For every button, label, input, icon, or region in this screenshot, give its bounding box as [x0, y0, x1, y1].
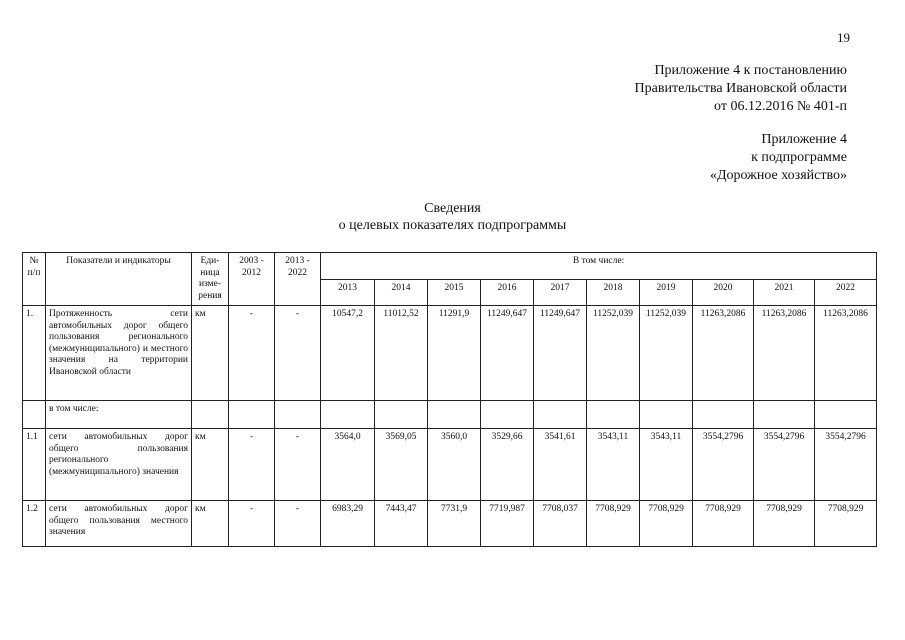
row-period-1: - [229, 501, 275, 547]
row-value: 11252,039 [640, 306, 693, 401]
row-value: 11263,2086 [693, 306, 754, 401]
row-value: 11252,039 [587, 306, 640, 401]
table-row [23, 501, 877, 547]
title-line-2: о целевых показателях подпрограммы [338, 218, 567, 233]
row-value: 3554,2796 [815, 429, 877, 501]
row-num: 1.2 [23, 501, 46, 547]
row-value [481, 401, 534, 429]
table-row [23, 401, 877, 429]
row-value: 7708,929 [587, 501, 640, 547]
header-year: 2013 [321, 279, 375, 306]
header-period-2003-2012: 2003 - 2012 [229, 253, 275, 306]
row-value [428, 401, 481, 429]
row-value: 11291,9 [428, 306, 481, 401]
appendix-subprogram-block [710, 131, 847, 185]
row-period-2: - [275, 429, 321, 501]
header-year: 2020 [693, 279, 754, 306]
row-num: 1. [23, 306, 46, 401]
header-including: В том числе: [321, 253, 877, 280]
row-value: 7719,987 [481, 501, 534, 547]
row-indicator: сети автомобильных дорог общего пользования местного значения [46, 501, 192, 547]
page-number: 19 [837, 30, 850, 45]
row-value: 3529,66 [481, 429, 534, 501]
row-period-1 [229, 401, 275, 429]
row-value: 7708,929 [815, 501, 877, 547]
row-value: 3543,11 [587, 429, 640, 501]
row-unit [192, 401, 229, 429]
row-value: 7708,929 [754, 501, 815, 547]
header-indicator: Показатели и индикаторы [46, 253, 192, 306]
row-value: 3543,11 [640, 429, 693, 501]
row-value: 3554,2796 [754, 429, 815, 501]
row-value [534, 401, 587, 429]
row-indicator: Протяженность сети автомобильных дорог общего пользования регионального (межмуниципального) и местного значения на территории Ивановской области [46, 306, 192, 401]
row-unit: км [192, 429, 229, 501]
row-value [375, 401, 428, 429]
row-period-1: - [229, 306, 275, 401]
header-year: 2021 [754, 279, 815, 306]
header-year: 2017 [534, 279, 587, 306]
header-year: 2015 [428, 279, 481, 306]
row-period-2: - [275, 501, 321, 547]
header-year: 2022 [815, 279, 877, 306]
row-unit: км [192, 501, 229, 547]
row-indicator: сети автомобильных дорог общего пользования регионального (межмуниципального) значения [46, 429, 192, 501]
table-row [23, 306, 877, 401]
row-value [754, 401, 815, 429]
row-value [640, 401, 693, 429]
row-period-1: - [229, 429, 275, 501]
appendix-resolution-line-1: Приложение 4 к постановлению [654, 63, 847, 78]
appendix-resolution-block [635, 62, 847, 116]
row-value: 6983,29 [321, 501, 375, 547]
appendix-resolution-line-2: Правительства Ивановской области [634, 81, 847, 96]
appendix-resolution-line-3: от 06.12.2016 № 401-п [714, 99, 847, 114]
title-line-1: Сведения [424, 201, 481, 216]
header-unit: Еди-ница изме-рения [192, 253, 229, 306]
row-value: 11249,647 [534, 306, 587, 401]
row-value: 3560,0 [428, 429, 481, 501]
row-value: 11263,2086 [754, 306, 815, 401]
row-period-2 [275, 401, 321, 429]
row-num: 1.1 [23, 429, 46, 501]
header-year: 2019 [640, 279, 693, 306]
row-value: 10547,2 [321, 306, 375, 401]
row-value: 3569,05 [375, 429, 428, 501]
row-value: 11249,647 [481, 306, 534, 401]
row-value: 7443,47 [375, 501, 428, 547]
row-value: 7708,929 [693, 501, 754, 547]
row-unit: км [192, 306, 229, 401]
row-value: 7708,929 [640, 501, 693, 547]
document-title [0, 200, 905, 234]
row-value: 3541,61 [534, 429, 587, 501]
row-value: 3564,0 [321, 429, 375, 501]
header-year: 2018 [587, 279, 640, 306]
appendix-subprogram-line-1: Приложение 4 [761, 132, 847, 147]
row-value [693, 401, 754, 429]
table-row [23, 429, 877, 501]
indicators-table [22, 252, 877, 547]
row-value: 11012,52 [375, 306, 428, 401]
row-value [321, 401, 375, 429]
row-value: 7708,037 [534, 501, 587, 547]
header-year: 2014 [375, 279, 428, 306]
header-row-1 [23, 253, 877, 280]
header-period-2013-2022: 2013 - 2022 [275, 253, 321, 306]
row-value: 11263,2086 [815, 306, 877, 401]
row-value [815, 401, 877, 429]
appendix-subprogram-line-3: «Дорожное хозяйство» [709, 168, 847, 183]
row-value [587, 401, 640, 429]
row-value: 7731,9 [428, 501, 481, 547]
row-indicator: в том числе: [46, 401, 192, 429]
header-num: № п/п [23, 253, 46, 306]
row-value: 3554,2796 [693, 429, 754, 501]
row-num [23, 401, 46, 429]
header-year: 2016 [481, 279, 534, 306]
appendix-subprogram-line-2: к подпрограмме [751, 150, 847, 165]
row-period-2: - [275, 306, 321, 401]
